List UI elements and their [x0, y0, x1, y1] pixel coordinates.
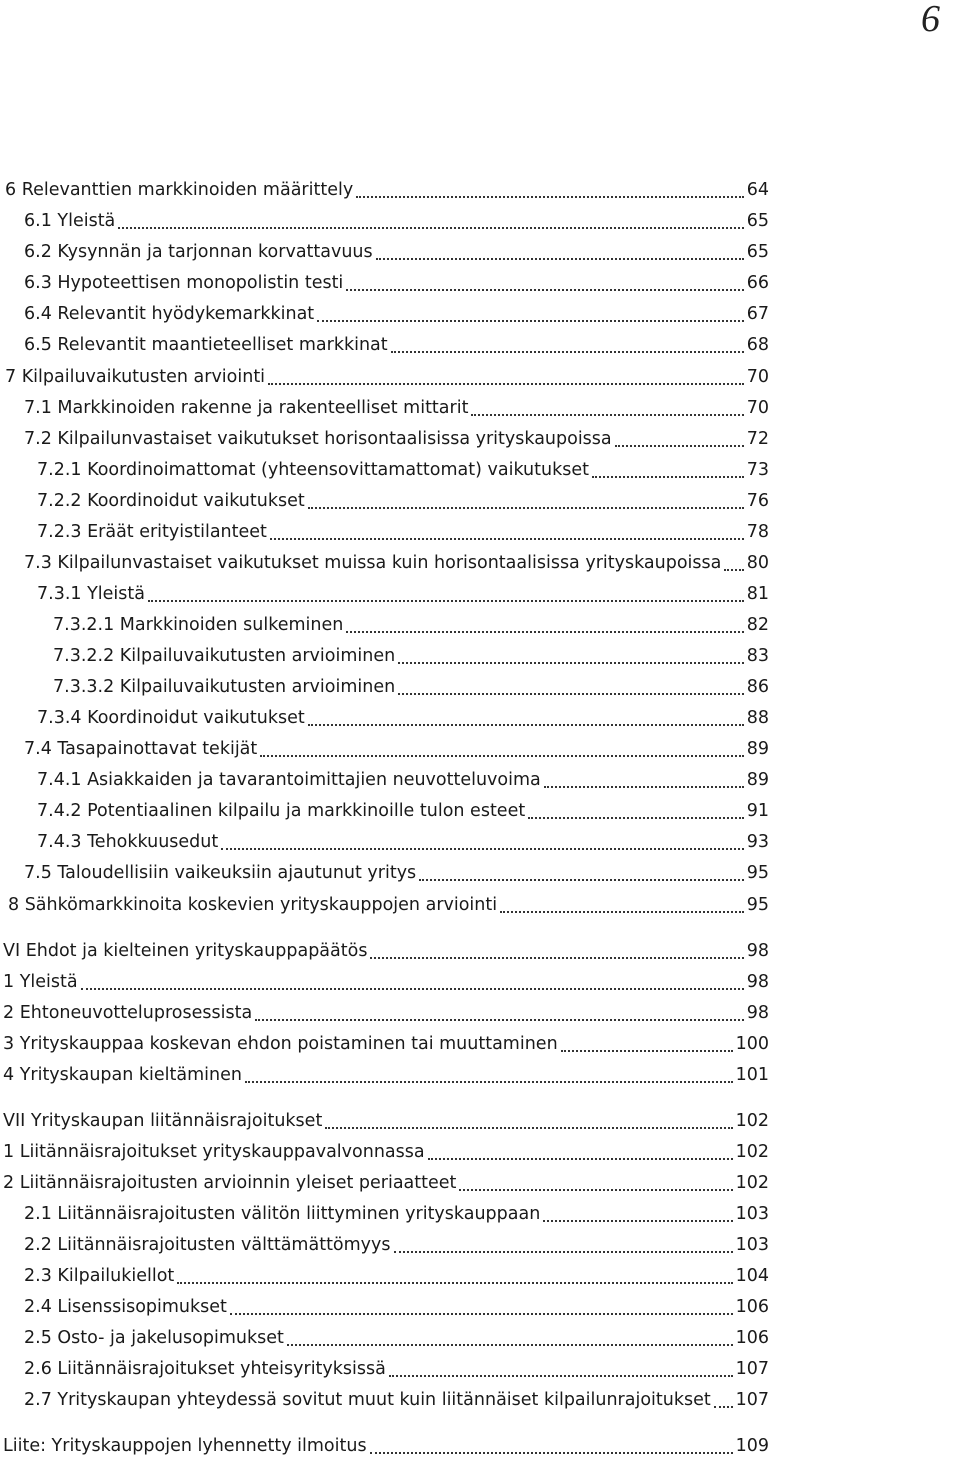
dot-leader — [255, 1019, 744, 1021]
toc-entry-label: 7.4.1 Asiakkaiden ja tavarantoimittajien neuvotteluvoima — [37, 770, 541, 790]
toc-entry-page: 89 — [746, 739, 769, 759]
toc-entry[interactable] — [24, 548, 769, 578]
toc-entry-page: 98 — [746, 972, 769, 992]
toc-entry-label: 7.2 Kilpailunvastaiset vaikutukset horisontaalisissa yrityskaupoissa — [24, 429, 612, 449]
toc-entry[interactable] — [53, 610, 769, 640]
dot-leader — [459, 1189, 732, 1191]
dot-leader — [561, 1050, 733, 1052]
dot-leader — [81, 988, 744, 990]
dot-leader — [148, 600, 744, 602]
toc-entry-page: 106 — [735, 1297, 769, 1317]
toc-entry-label: 2.2 Liitännäisrajoitusten välttämättömyys — [24, 1235, 391, 1255]
toc-entry[interactable] — [3, 998, 769, 1028]
dot-leader — [346, 631, 743, 633]
dot-leader — [287, 1344, 733, 1346]
toc-entry[interactable] — [3, 1168, 769, 1198]
toc-entry-page: 65 — [746, 211, 769, 231]
toc-entry-page: 67 — [746, 304, 769, 324]
toc-entry-page: 91 — [746, 801, 769, 821]
toc-entry-label: 2.3 Kilpailukiellot — [24, 1266, 175, 1286]
dot-leader — [592, 476, 744, 478]
toc-entry[interactable] — [24, 1292, 769, 1322]
toc-entry-page: 65 — [746, 242, 769, 262]
toc-entry[interactable] — [37, 796, 769, 826]
toc-entry-page: 73 — [746, 460, 769, 480]
dot-leader — [500, 911, 744, 913]
toc-entry-page: 93 — [746, 832, 769, 852]
toc-entry-label: 2 Liitännäisrajoitusten arvioinnin yleiset periaatteet — [3, 1173, 457, 1193]
toc-entry-page: 106 — [735, 1328, 769, 1348]
toc-entry-label: 6.4 Relevantit hyödykemarkkinat — [24, 304, 315, 324]
toc-entry-page: 104 — [735, 1266, 769, 1286]
dot-leader — [714, 1406, 733, 1408]
toc-entry-label: 6.3 Hypoteettisen monopolistin testi — [24, 273, 344, 293]
toc-entry-page: 80 — [746, 553, 769, 573]
toc-entry[interactable] — [3, 1106, 769, 1136]
dot-leader — [376, 258, 744, 260]
toc-entry[interactable] — [24, 424, 769, 454]
dot-leader — [245, 1081, 733, 1083]
toc-entry-label: 2.4 Lisenssisopimukset — [24, 1297, 227, 1317]
toc-entry-label: 7.2.2 Koordinoidut vaikutukset — [37, 491, 305, 511]
toc-entry-label: VII Yrityskaupan liitännäisrajoitukset — [3, 1111, 323, 1131]
toc-entry-label: 2.1 Liitännäisrajoitusten välitön liittyminen yrityskauppaan — [24, 1204, 541, 1224]
toc-entry-label: 1 Yleistä — [3, 972, 78, 992]
dot-leader — [260, 755, 743, 757]
toc-entry-page: 101 — [735, 1065, 769, 1085]
toc-entry-label: VI Ehdot ja kielteinen yrityskauppapäätös — [3, 941, 368, 961]
toc-entry-label: 7.2.1 Koordinoimattomat (yhteensovittamattomat) vaikutukset — [37, 460, 589, 480]
dot-leader — [389, 1375, 733, 1377]
toc-entry-label: 7.3.3.2 Kilpailuvaikutusten arvioiminen — [53, 677, 396, 697]
toc-entry-label: 8 Sähkömarkkinoita koskevien yrityskauppojen arviointi — [8, 895, 498, 915]
toc-entry-page: 82 — [746, 615, 769, 635]
toc-entry[interactable] — [5, 362, 769, 392]
toc-entry[interactable] — [24, 1261, 769, 1291]
dot-leader — [419, 879, 744, 881]
toc-entry-label: 2.5 Osto- ja jakelusopimukset — [24, 1328, 284, 1348]
toc-entry-label: 7 Kilpailuvaikutusten arviointi — [5, 367, 266, 387]
toc-entry-page: 78 — [746, 522, 769, 542]
toc-entry[interactable] — [24, 1323, 769, 1353]
toc-entry-page: 81 — [746, 584, 769, 604]
toc-entry[interactable] — [24, 268, 769, 298]
toc-entry-page: 107 — [735, 1390, 769, 1410]
toc-entry-label: 7.4.3 Tehokkuusedut — [37, 832, 219, 852]
toc-entry-page: 107 — [735, 1359, 769, 1379]
toc-entry-page: 103 — [735, 1235, 769, 1255]
dot-leader — [346, 289, 743, 291]
toc-entry-page: 98 — [746, 941, 769, 961]
toc-entry-label: Liite: Yrityskauppojen lyhennetty ilmoitus — [3, 1436, 367, 1456]
toc-entry[interactable] — [24, 858, 769, 888]
dot-leader — [308, 507, 744, 509]
dot-leader — [724, 569, 743, 571]
dot-leader — [528, 817, 744, 819]
toc-entry[interactable] — [3, 936, 769, 966]
dot-leader — [268, 383, 744, 385]
dot-leader — [398, 662, 744, 664]
toc-entry-label: 7.4 Tasapainottavat tekijät — [24, 739, 258, 759]
dot-leader — [177, 1282, 732, 1284]
toc-entry-label: 6.5 Relevantit maantieteelliset markkinat — [24, 335, 388, 355]
page-number: 6 — [921, 0, 940, 40]
dot-leader — [370, 957, 743, 959]
toc-entry[interactable] — [24, 1230, 769, 1260]
dot-leader — [398, 693, 744, 695]
toc-entry-page: 102 — [735, 1173, 769, 1193]
toc-entry-page: 95 — [746, 863, 769, 883]
dot-leader — [317, 320, 744, 322]
dot-leader — [370, 1452, 733, 1454]
toc-entry-page: 68 — [746, 335, 769, 355]
toc-entry-label: 7.5 Taloudellisiin vaikeuksiin ajautunut yritys — [24, 863, 417, 883]
dot-leader — [428, 1158, 733, 1160]
toc-entry-page: 89 — [746, 770, 769, 790]
toc-entry-page: 100 — [735, 1034, 769, 1054]
toc-entry-label: 2.7 Yrityskaupan yhteydessä sovitut muut kuin liitännäiset kilpailunrajoitukset — [24, 1390, 711, 1410]
toc-entry[interactable] — [37, 455, 769, 485]
toc-entry[interactable] — [3, 1431, 769, 1461]
toc-entry[interactable] — [37, 827, 769, 857]
toc-entry-label: 7.3.4 Koordinoidut vaikutukset — [37, 708, 305, 728]
dot-leader — [118, 227, 743, 229]
toc-entry-page: 70 — [746, 398, 769, 418]
toc-entry[interactable] — [3, 1060, 769, 1090]
dot-leader — [544, 786, 744, 788]
dot-leader — [615, 445, 744, 447]
dot-leader — [471, 414, 743, 416]
toc-entry-label: 4 Yrityskaupan kieltäminen — [3, 1065, 242, 1085]
dot-leader — [543, 1220, 732, 1222]
dot-leader — [308, 724, 744, 726]
toc-entry-label: 7.3 Kilpailunvastaiset vaikutukset muissa kuin horisontaalisissa yrityskaupoissa — [24, 553, 722, 573]
toc-entry[interactable] — [37, 765, 769, 795]
dot-leader — [325, 1127, 732, 1129]
toc-entry-page: 83 — [746, 646, 769, 666]
toc-entry[interactable] — [5, 175, 769, 205]
toc-entry-page: 76 — [746, 491, 769, 511]
toc-entry[interactable] — [53, 672, 769, 702]
toc-entry-label: 6.2 Kysynnän ja tarjonnan korvattavuus — [24, 242, 373, 262]
toc-entry[interactable] — [24, 299, 769, 329]
toc-entry[interactable] — [24, 1354, 769, 1384]
toc-entry-page: 66 — [746, 273, 769, 293]
toc-entry-label: 2.6 Liitännäisrajoitukset yhteisyrityksissä — [24, 1359, 386, 1379]
toc-entry-page: 109 — [735, 1436, 769, 1456]
toc-entry-page: 102 — [735, 1142, 769, 1162]
dot-leader — [230, 1313, 733, 1315]
toc-entry[interactable] — [37, 703, 769, 733]
toc-entry[interactable] — [37, 486, 769, 516]
toc-entry-page: 86 — [746, 677, 769, 697]
toc-entry-page: 70 — [746, 367, 769, 387]
toc-entry-label: 7.3.2.2 Kilpailuvaikutusten arvioiminen — [53, 646, 396, 666]
toc-entry-page: 88 — [746, 708, 769, 728]
toc-entry-label: 7.4.2 Potentiaalinen kilpailu ja markkinoille tulon esteet — [37, 801, 526, 821]
toc-entry[interactable] — [24, 1385, 769, 1415]
toc-entry[interactable] — [3, 1137, 769, 1167]
toc-entry-page: 102 — [735, 1111, 769, 1131]
toc-entry[interactable] — [3, 1029, 769, 1059]
toc-entry-label: 7.3.1 Yleistä — [37, 584, 145, 604]
toc-entry-page: 98 — [746, 1003, 769, 1023]
toc-entry[interactable] — [53, 641, 769, 671]
toc-entry[interactable] — [24, 393, 769, 423]
toc-entry-label: 1 Liitännäisrajoitukset yrityskauppavalvonnassa — [3, 1142, 425, 1162]
dot-leader — [391, 351, 744, 353]
toc-entry[interactable] — [3, 967, 769, 997]
toc-entry-label: 7.3.2.1 Markkinoiden sulkeminen — [53, 615, 344, 635]
dot-leader — [270, 538, 744, 540]
toc-entry-label: 7.1 Markkinoiden rakenne ja rakenteelliset mittarit — [24, 398, 469, 418]
toc-entry[interactable] — [37, 579, 769, 609]
dot-leader — [221, 848, 743, 850]
toc-entry-label: 6.1 Yleistä — [24, 211, 116, 231]
toc-entry-page: 103 — [735, 1204, 769, 1224]
toc-entry-label: 2 Ehtoneuvotteluprosessista — [3, 1003, 253, 1023]
toc-entry-label: 7.2.3 Eräät erityistilanteet — [37, 522, 267, 542]
dot-leader — [394, 1251, 733, 1253]
toc-entry[interactable] — [24, 734, 769, 764]
toc-entry[interactable] — [8, 890, 769, 920]
toc-entry[interactable] — [24, 330, 769, 360]
toc-entry-page: 95 — [746, 895, 769, 915]
toc-entry-page: 64 — [746, 180, 769, 200]
toc-entry-label: 3 Yrityskauppaa koskevan ehdon poistaminen tai muuttaminen — [3, 1034, 558, 1054]
toc-entry[interactable] — [37, 517, 769, 547]
toc-entry[interactable] — [24, 1199, 769, 1229]
toc-entry-page: 72 — [746, 429, 769, 449]
toc-entry[interactable] — [24, 237, 769, 267]
dot-leader — [356, 196, 744, 198]
toc-entry-label: 6 Relevanttien markkinoiden määrittely — [5, 180, 354, 200]
toc-entry[interactable] — [24, 206, 769, 236]
